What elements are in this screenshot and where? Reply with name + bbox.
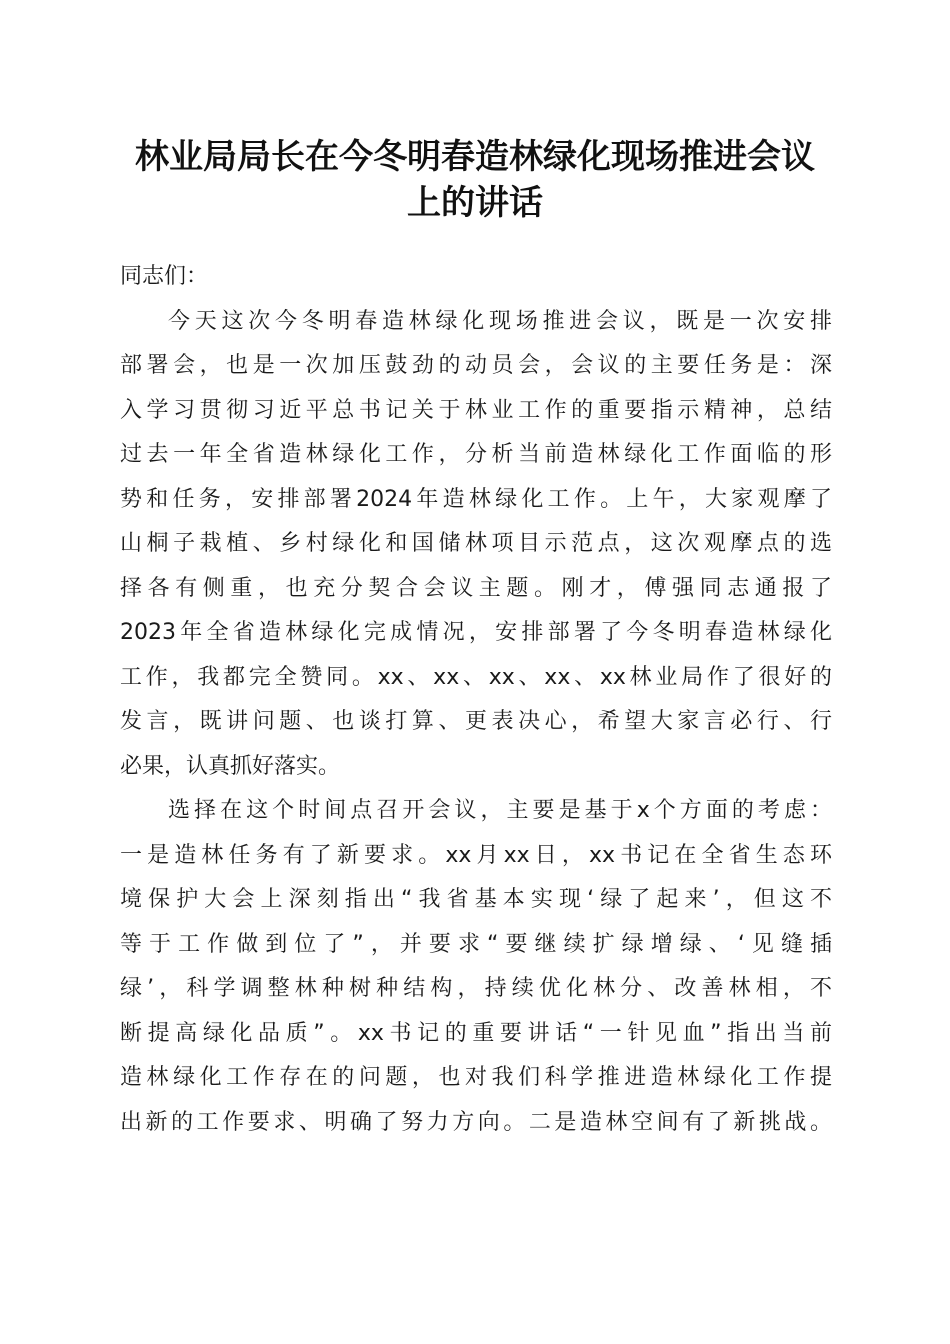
paragraph-line: 绿’，科学调整林种树种结构，持续优化林分、改善林相，不 xyxy=(120,976,832,1001)
paragraph-line: 等于工作做到位了”，并要求“要继续扩绿增绿、‘见缝插 xyxy=(120,931,832,957)
paragraph-line: 今天这次今冬明春造林绿化现场推进会议，既是一次安排 xyxy=(168,308,832,334)
paragraph-line: 过去一年全省造林绿化工作，分析当前造林绿化工作面临的形 xyxy=(120,442,832,467)
paragraph-line: 工作，我都完全赞同。xx、xx、xx、xx、xx林业局作了很好的 xyxy=(120,664,832,690)
document-title xyxy=(100,134,850,226)
paragraph-2 xyxy=(120,789,832,1145)
paragraph-line: 发言，既讲问题、也谈打算、更表决心，希望大家言必行、行 xyxy=(120,709,832,734)
title-line-2: 上的讲话 xyxy=(407,183,543,223)
document-body xyxy=(120,255,832,1145)
title-line-1: 林业局局长在今冬明春造林绿化现场推进会议 xyxy=(135,137,815,177)
paragraph-line: 山桐子栽植、乡村绿化和国储林项目示范点，这次观摩点的选 xyxy=(120,531,832,556)
paragraph-line: 出新的工作要求、明确了努力方向。二是造林空间有了新挑战。 xyxy=(120,1109,832,1135)
paragraph-1 xyxy=(120,300,832,790)
paragraph-line: 一是造林任务有了新要求。xx月xx日，xx书记在全省生态环 xyxy=(120,842,832,868)
paragraph-line: 造林绿化工作存在的问题，也对我们科学推进造林绿化工作提 xyxy=(120,1065,832,1090)
salutation: 同志们： xyxy=(120,264,209,289)
paragraph-line: 入学习贯彻习近平总书记关于林业工作的重要指示精神，总结 xyxy=(120,397,832,423)
paragraph-line: 择各有侧重，也充分契合会议主题。刚才，傅强同志通报了 xyxy=(120,575,832,601)
paragraph-line: 势和任务，安排部署2024年造林绿化工作。上午，大家观摩了 xyxy=(120,486,832,512)
paragraph-line: 必果，认真抓好落实。 xyxy=(120,753,341,779)
paragraph-line: 2023年全省造林绿化完成情况，安排部署了今冬明春造林绿化 xyxy=(120,620,832,645)
paragraph-line: 断提高绿化品质”。xx书记的重要讲话“一针见血”指出当前 xyxy=(120,1020,832,1046)
paragraph-line: 部署会，也是一次加压鼓劲的动员会，会议的主要任务是：深 xyxy=(120,353,832,378)
paragraph-line: 选择在这个时间点召开会议，主要是基于x个方面的考虑： xyxy=(168,798,832,823)
paragraph-line: 境保护大会上深刻指出“我省基本实现‘绿了起来’，但这不 xyxy=(120,887,832,912)
